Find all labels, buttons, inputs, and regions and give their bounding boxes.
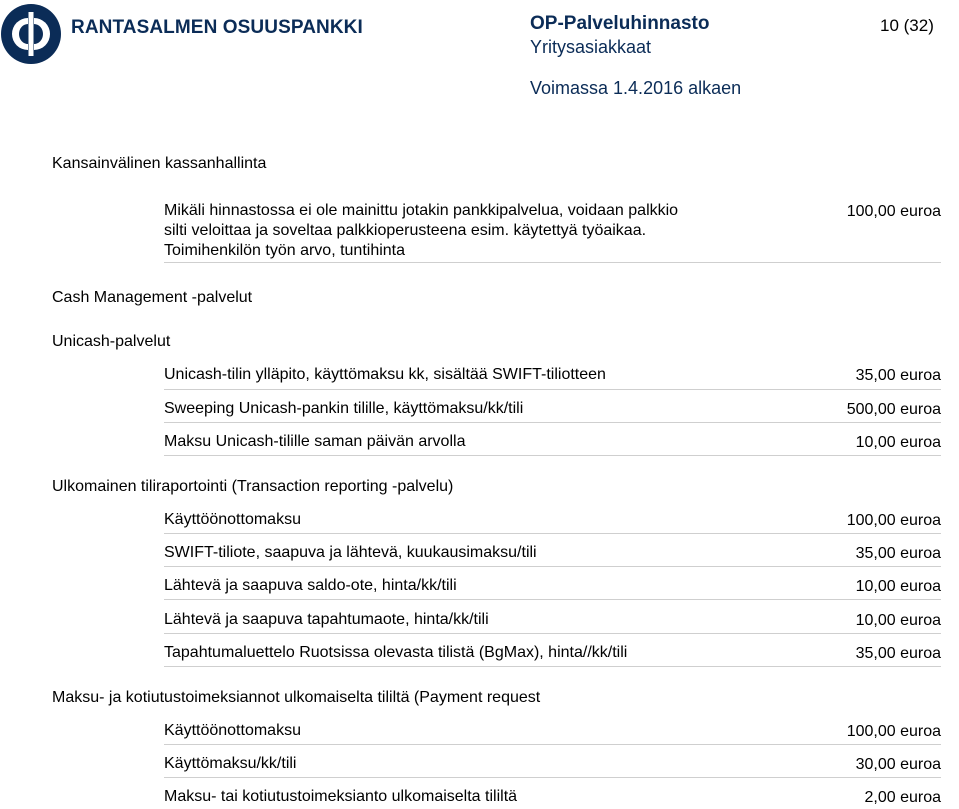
list-item-label: Sweeping Unicash-pankin tilille, käyttömaksu/kk/tili <box>164 400 524 417</box>
list-item-label: Käyttöönottomaksu <box>164 722 301 739</box>
list-item-label: Unicash-tilin ylläpito, käyttömaksu kk, sisältää SWIFT-tiliotteen <box>164 366 606 383</box>
list-item-label: SWIFT-tiliote, saapuva ja lähtevä, kuukausimaksu/tili <box>164 544 537 561</box>
list-item-label: Tapahtumaluettelo Ruotsissa olevasta tilistä (BgMax), hinta//kk/tili <box>164 644 628 661</box>
divider <box>164 633 941 634</box>
list-item-label: Lähtevä ja saapuva tapahtumaote, hinta/kk/tili <box>164 611 489 628</box>
section-transaction-reporting: Ulkomainen tiliraportointi (Transaction reporting -palvelu) <box>52 478 454 495</box>
list-item-price: 35,00 euroa <box>855 545 941 562</box>
divider <box>164 455 941 456</box>
divider <box>164 744 941 745</box>
divider <box>164 533 941 534</box>
list-item-price: 100,00 euroa <box>846 723 941 740</box>
section-unicash: Unicash-palvelut <box>52 333 171 350</box>
divider <box>164 262 941 263</box>
op-logo-icon <box>0 3 62 65</box>
list-item-label: Käyttömaksu/kk/tili <box>164 755 297 772</box>
list-item-price: 35,00 euroa <box>855 645 941 662</box>
list-item-label: Lähtevä ja saapuva saldo-ote, hinta/kk/tili <box>164 577 457 594</box>
divider <box>164 389 941 390</box>
page-number: 10 (32) <box>880 16 934 35</box>
document-title: OP-Palveluhinnasto <box>530 13 710 34</box>
list-item-price: 35,00 euroa <box>855 367 941 384</box>
divider <box>164 422 941 423</box>
intro-price: 100,00 euroa <box>846 203 941 220</box>
list-item-price: 10,00 euroa <box>855 578 941 595</box>
list-item-price: 10,00 euroa <box>855 434 941 451</box>
bank-name: RANTASALMEN OSUUSPANKKI <box>71 17 363 38</box>
intro-paragraph: Mikäli hinnastossa ei ole mainittu jotakin pankkipalvelua, voidaan palkkio silti veloittaa ja soveltaa palkkioperusteena esim. käytettyä työaikaa. Toimihenkilön työn arvo, tuntihinta <box>164 202 679 259</box>
list-item-label: Käyttöönottomaksu <box>164 511 301 528</box>
validity-date: Voimassa 1.4.2016 alkaen <box>530 78 742 98</box>
document-subtitle: Yritysasiakkaat <box>530 37 652 57</box>
list-item-label: Maksu- tai kotiutustoimeksianto ulkomaiselta tililtä <box>164 788 518 805</box>
divider <box>164 777 941 778</box>
list-item-price: 2,00 euroa <box>864 789 941 806</box>
list-item-price: 100,00 euroa <box>846 512 941 529</box>
list-item-price: 30,00 euroa <box>855 756 941 773</box>
divider <box>164 599 941 600</box>
section-cash-management: Cash Management -palvelut <box>52 289 253 306</box>
list-item-price: 500,00 euroa <box>846 401 941 418</box>
list-item-price: 10,00 euroa <box>855 612 941 629</box>
section-international-cash-management: Kansainvälinen kassanhallinta <box>52 155 267 172</box>
divider <box>164 566 941 567</box>
divider <box>164 666 941 667</box>
list-item-label: Maksu Unicash-tilille saman päivän arvolla <box>164 433 466 450</box>
section-payment-request: Maksu- ja kotiutustoimeksiannot ulkomaiselta tililtä (Payment request <box>52 689 541 706</box>
